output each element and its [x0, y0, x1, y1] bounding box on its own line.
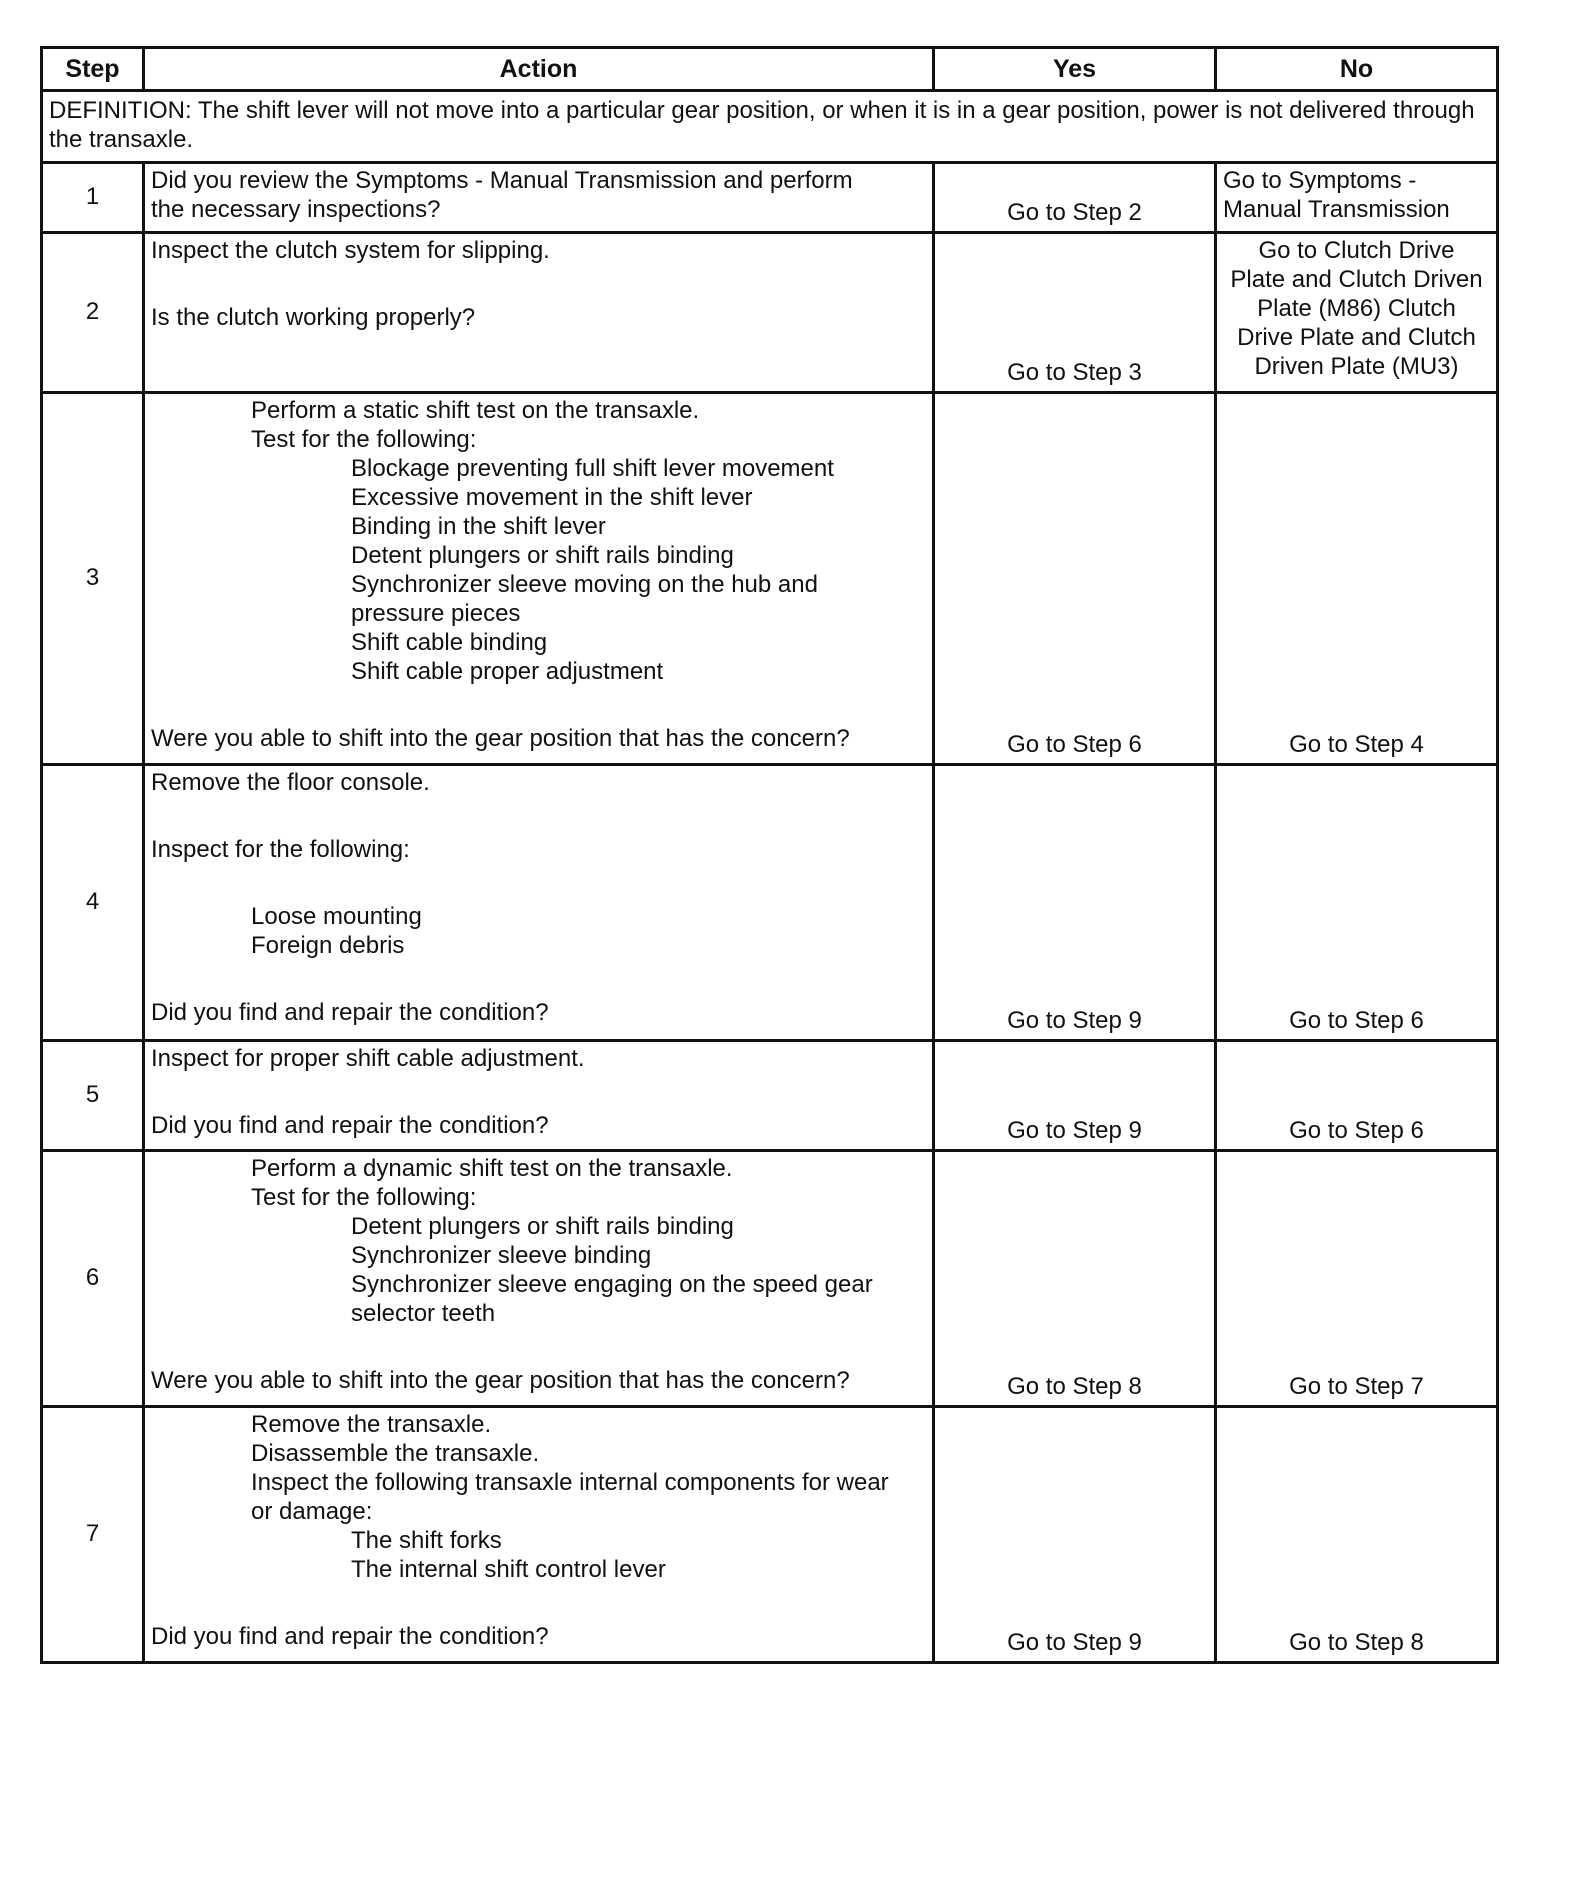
action-line: Foreign debris	[251, 932, 405, 959]
no-line: Go to Clutch Drive	[1258, 237, 1455, 264]
action-line: Detent plungers or shift rails binding	[351, 1213, 734, 1240]
yes-cell: Go to Step 2	[934, 163, 1216, 233]
no-cell	[1216, 163, 1498, 233]
diagnostic-table	[40, 46, 1499, 1664]
action-line: Excessive movement in the shift lever	[351, 484, 753, 511]
action-line: Binding in the shift lever	[351, 513, 606, 540]
action-line: Disassemble the transaxle.	[251, 1440, 540, 1467]
no-cell: Go to Step 7	[1216, 1151, 1498, 1407]
header-action: Action	[144, 48, 934, 91]
header-no: No	[1216, 48, 1498, 91]
action-line: Synchronizer sleeve engaging on the speed gear	[351, 1271, 873, 1298]
action-cell	[144, 1041, 934, 1151]
step-number: 3	[42, 393, 144, 765]
action-line: Shift cable proper adjustment	[351, 658, 664, 685]
action-line: pressure pieces	[351, 600, 521, 627]
yes-cell: Go to Step 9	[934, 1407, 1216, 1663]
no-line: Manual Transmission	[1223, 196, 1450, 223]
action-line: Were you able to shift into the gear position that has the concern?	[151, 725, 850, 752]
no-cell	[1216, 233, 1498, 393]
table-row	[42, 1041, 1498, 1151]
header-yes: Yes	[934, 48, 1216, 91]
action-cell	[144, 765, 934, 1041]
no-line: Go to Symptoms -	[1223, 167, 1417, 194]
action-cell	[144, 1151, 934, 1407]
action-line: the necessary inspections?	[151, 196, 441, 223]
action-line: Is the clutch working properly?	[151, 304, 476, 331]
action-line: Were you able to shift into the gear position that has the concern?	[151, 1367, 850, 1394]
action-line: Shift cable binding	[351, 629, 548, 656]
header-row	[42, 48, 1498, 91]
action-cell	[144, 1407, 934, 1663]
action-line: Did you find and repair the condition?	[151, 1112, 549, 1139]
table-row	[42, 233, 1498, 393]
action-line: Blockage preventing full shift lever movement	[351, 455, 834, 482]
step-number: 2	[42, 233, 144, 393]
no-cell: Go to Step 6	[1216, 1041, 1498, 1151]
no-cell: Go to Step 6	[1216, 765, 1498, 1041]
action-line: Perform a static shift test on the transaxle.	[251, 397, 700, 424]
table-row	[42, 163, 1498, 233]
step-number: 6	[42, 1151, 144, 1407]
action-line: Synchronizer sleeve binding	[351, 1242, 652, 1269]
step-number: 4	[42, 765, 144, 1041]
action-line: Did you find and repair the condition?	[151, 999, 549, 1026]
action-line: Test for the following:	[251, 426, 477, 453]
table-row	[42, 765, 1498, 1041]
action-line: Did you find and repair the condition?	[151, 1623, 549, 1650]
action-line: Remove the transaxle.	[251, 1411, 492, 1438]
table-row	[42, 1407, 1498, 1663]
action-line: Test for the following:	[251, 1184, 477, 1211]
yes-cell: Go to Step 9	[934, 765, 1216, 1041]
no-cell: Go to Step 4	[1216, 393, 1498, 765]
step-number: 1	[42, 163, 144, 233]
step-number: 7	[42, 1407, 144, 1663]
action-line: The shift forks	[351, 1527, 502, 1554]
header-step: Step	[42, 48, 144, 91]
action-cell	[144, 233, 934, 393]
yes-cell: Go to Step 3	[934, 233, 1216, 393]
table-row	[42, 393, 1498, 765]
no-line: Plate (M86) Clutch	[1257, 295, 1456, 322]
action-line: Perform a dynamic shift test on the transaxle.	[251, 1155, 733, 1182]
action-line: Did you review the Symptoms - Manual Transmission and perform	[151, 167, 853, 194]
action-line: or damage:	[251, 1498, 373, 1525]
yes-cell: Go to Step 6	[934, 393, 1216, 765]
action-line: Loose mounting	[251, 903, 422, 930]
action-line: Synchronizer sleeve moving on the hub and	[351, 571, 818, 598]
yes-cell: Go to Step 9	[934, 1041, 1216, 1151]
diagnostic-table-document	[40, 46, 1496, 1664]
action-line: Remove the floor console.	[151, 769, 430, 796]
no-line: Plate and Clutch Driven	[1230, 266, 1483, 293]
action-line: Inspect the clutch system for slipping.	[151, 237, 550, 264]
yes-cell: Go to Step 8	[934, 1151, 1216, 1407]
action-line: Inspect for proper shift cable adjustment.	[151, 1045, 585, 1072]
definition-text: DEFINITION: The shift lever will not move into a particular gear position, or when it is in a gear position, power is not delivered through the transaxle.	[42, 91, 1498, 163]
action-line: Inspect for the following:	[151, 836, 410, 863]
action-cell	[144, 393, 934, 765]
no-line: Driven Plate (MU3)	[1254, 353, 1459, 380]
table-row	[42, 1151, 1498, 1407]
no-cell: Go to Step 8	[1216, 1407, 1498, 1663]
no-line: Drive Plate and Clutch	[1237, 324, 1476, 351]
action-line: Detent plungers or shift rails binding	[351, 542, 734, 569]
action-line: The internal shift control lever	[351, 1556, 666, 1583]
action-cell	[144, 163, 934, 233]
action-line: selector teeth	[351, 1300, 496, 1327]
step-number: 5	[42, 1041, 144, 1151]
definition-row	[42, 91, 1498, 163]
action-line: Inspect the following transaxle internal components for wear	[251, 1469, 889, 1496]
